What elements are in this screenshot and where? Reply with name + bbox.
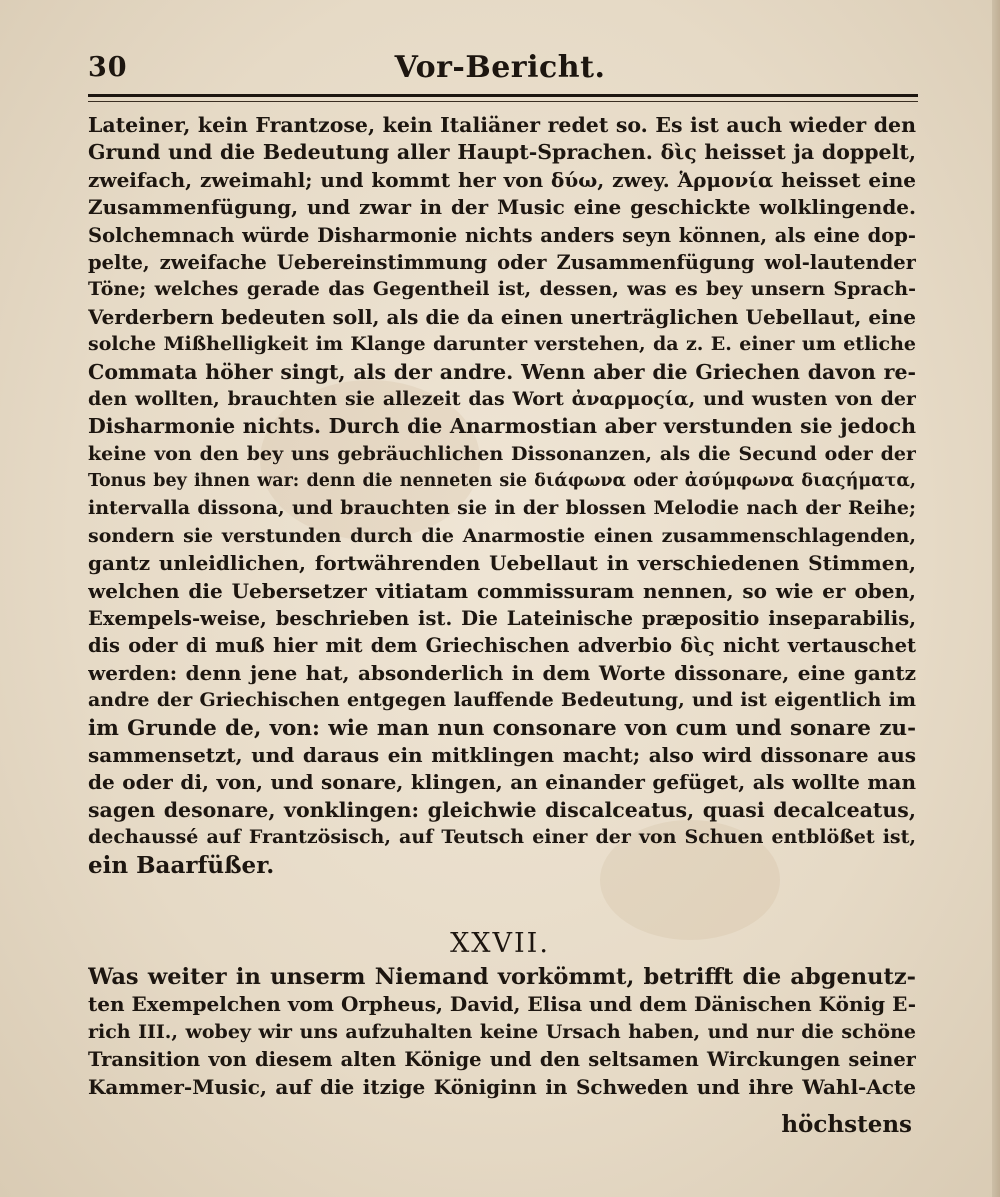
header-rule [88,94,918,97]
text-line: pelte, zweifache Uebereinstimmung oder Zusammenfügung wol-lautender [88,250,916,274]
text-line: andre der Griechischen entgegen lauffende Bedeutung, und ist eigentlich im [88,689,916,712]
paragraph-2 [88,964,916,1101]
text-line: rich III., wobey wir uns aufzuhalten keine Ursach haben, und nur die schöne [88,1020,916,1043]
text-line: Zusammenfügung, und zwar in der Music eine geschickte wolklingende. [88,195,916,220]
running-head: Vor-Bericht. [394,50,606,85]
page-number: 30 [88,52,128,83]
text-line: dis oder di muß hier mit dem Griechischen adverbio δὶς nicht vertauschet [88,634,916,658]
text-line: Lateiner, kein Frantzose, kein Italiäner redet so. Es ist auch wieder den [88,113,916,137]
text-line: sammensetzt, und daraus ein mitklingen macht; also wird dissonare aus [88,742,916,767]
text-line: zweifach, zweimahl; und kommt her von δύω, zwey. Ἁρμονία heisset eine [88,167,916,192]
text-line: im Grunde de, von: wie man nun consonare von cum und sonare zu- [88,715,916,741]
text-line: Tonus bey ihnen war: denn die nenneten sie διάφωνα oder ἀσύμφωνα διαςήματα, [88,471,916,492]
text-line: dechaussé auf Frantzösisch, auf Teutsch einer der von Schuen entblößet ist, [88,826,916,849]
text-line: Exempels-weise, beschrieben ist. Die Lateinische præpositio inseparabilis, [88,607,916,631]
text-line: Commata höher singt, als der andre. Wenn aber die Griechen davon re- [88,359,916,384]
paragraph-1 [88,112,916,879]
text-line: keine von den bey uns gebräuchlichen Dissonanzen, als die Secund oder der [88,442,916,465]
text-line: den wollten, brauchten sie allezeit das Wort ἀναρμοςία, und wusten von der [88,387,916,410]
text-line: solche Mißhelligkeit im Klange darunter verstehen, da z. E. einer um etliche [88,333,916,356]
text-line: intervalla dissona, und brauchten sie in der blossen Melodie nach der Reihe; [88,497,916,520]
text-line: Verderbern bedeuten soll, als die da einen unerträglichen Uebellaut, eine [88,304,916,329]
text-line: Disharmonie nichts. Durch die Anarmostian aber verstunden sie jedoch [88,414,916,439]
text-line: Grund und die Bedeutung aller Haupt-Sprachen. δὶς heisset ja doppelt, [88,140,916,165]
text-line: gantz unleidlichen, fortwährenden Uebellaut in verschiedenen Stimmen, [88,551,916,576]
text-line: Töne; welches gerade das Gegentheil ist, dessen, was es bey unsern Sprach- [88,278,916,301]
text-line: welchen die Uebersetzer vitiatam commissuram nennen, so wie er oben, [88,578,916,603]
text-line: Was weiter in unserm Niemand vorkömmt, betrifft die abgenutz- [88,964,916,990]
text-line: Solchemnach würde Disharmonie nichts anders seyn können, als eine dop- [88,223,916,247]
text-line: Kammer-Music, auf die itzige Königinn in Schweden und ihre Wahl-Acte [88,1074,916,1099]
text-line: ten Exempelchen vom Orpheus, David, Elisa und dem Dänischen König E- [88,992,916,1017]
section-heading: XXVII. [450,928,550,959]
catchword: höchstens [781,1111,912,1138]
text-line: de oder di, von, und sonare, klingen, an einander gefüget, als wollte man [88,770,916,795]
text-line: sagen desonare, vonklingen: gleichwie discalceatus, quasi decalceatus, [88,797,916,822]
text-line: ein Baarfüßer. [88,851,275,879]
text-line: werden: denn jene hat, absonderlich in dem Worte dissonare, eine gantz [88,660,916,685]
header-rule-thin [88,101,918,102]
text-line: sondern sie verstunden durch die Anarmostie einen zusammenschlagenden, [88,524,916,547]
text-line: Transition von diesem alten Könige und den seltsamen Wirckungen seiner [88,1048,916,1072]
page-edge [992,0,1000,1197]
